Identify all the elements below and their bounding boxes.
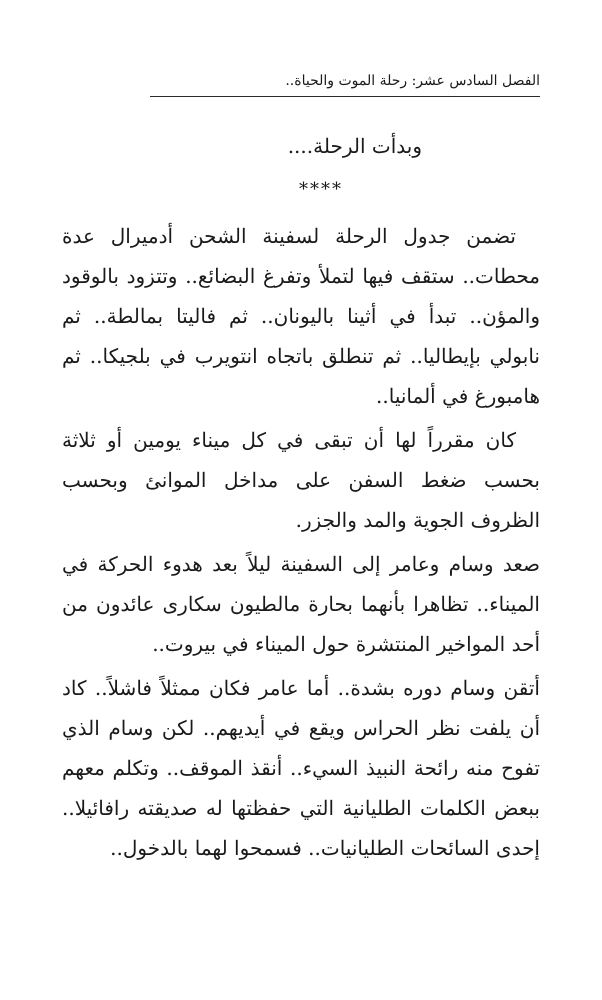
running-header	[150, 70, 540, 92]
chapter-title: الفصل السادس عشر: رحلة الموت والحياة..	[285, 73, 540, 89]
opening-line: وبدأت الرحلة....	[287, 134, 422, 158]
section-separator: ****	[299, 179, 343, 200]
paragraph: تضمن جدول الرحلة لسفينة الشحن أدميرال عدة محطات.. ستقف فيها لتملأ وتفرغ البضائع.. وتتزود بالوقود والمؤن.. تبدأ في أثينا باليونان.. ثم فاليتا بمالطة.. ثم نابولي بإيطاليا.. ثم تنطلق باتجاه انتويرب في بلجيكا.. ثم هامبورغ في ألمانيا..	[62, 224, 540, 408]
paragraph: صعد وسام وعامر إلى السفينة ليلاً بعد هدوء الحركة في الميناء.. تظاهرا بأنهما بحارة مالطيون سكارى عائدون من أحد المواخير المنتشرة حول الميناء في بيروت..	[62, 552, 540, 656]
paragraph: أتقن وسام دوره بشدة.. أما عامر فكان ممثلاً فاشلاً.. كاد أن يلفت نظر الحراس ويقع في أيديهم.. لكن وسام الذي تفوح منه رائحة النبيذ السيء.. أنقذ الموقف.. وتكلم معهم ببعض الكلمات الطليانية التي حفظتها له صديقته رافائيلا.. إحدى السائحات الطليانيات.. فسمحوا لهما بالدخول..	[62, 676, 540, 860]
page-body	[62, 126, 540, 868]
header-divider	[150, 96, 540, 97]
paragraph: كان مقرراً لها أن تبقى في كل ميناء يومين أو ثلاثة بحسب ضغط السفن على مداخل الموانئ وبحسب الظروف الجوية والمد والجزر.	[62, 428, 540, 532]
